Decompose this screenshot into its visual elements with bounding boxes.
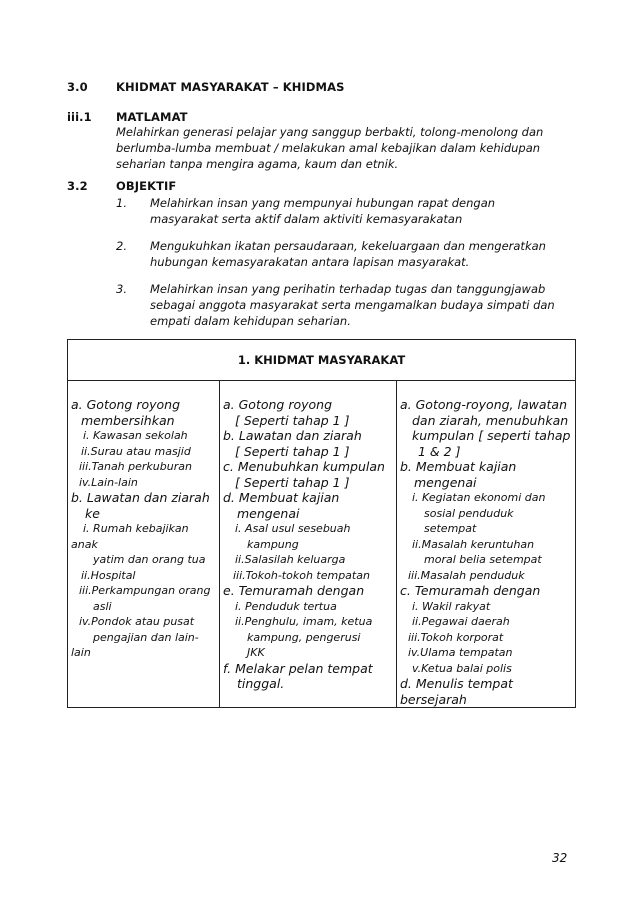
matlamat-line: Melahirkan generasi pelajar yang sanggup berbakti, tolong-menolong dan — [116, 125, 544, 139]
table-line: iv.Pondok atau pusat — [79, 615, 195, 628]
table-line: b. Lawatan dan ziarah — [223, 428, 362, 443]
table-line: kampung — [247, 537, 299, 551]
table-line: v.Ketua balai polis — [412, 661, 512, 675]
table-line: tinggal. — [237, 676, 285, 691]
table-line: c. Menubuhkan kumpulan — [223, 459, 385, 474]
table-line: i. Rumah kebajikan — [83, 522, 189, 535]
table-line: dan ziarah, menubuhkan — [412, 412, 569, 428]
table-line: i. Asal usul sesebuah — [235, 522, 351, 535]
table-line: [ Seperti tahap 1 ] — [235, 443, 350, 459]
table-line: ii.Hospital — [81, 568, 136, 582]
objektif-line: empati dalam kehidupan seharian. — [150, 314, 351, 328]
table-line: d. Menulis tempat bersejarah — [400, 676, 513, 707]
objektif-line: Mengukuhkan ikatan persaudaraan, kekeluargaan dan mengeratkan — [150, 239, 546, 253]
table-line: ii.Surau atau masjid — [81, 444, 191, 458]
table-line: sosial penduduk — [424, 506, 514, 520]
table-line: i. Penduduk tertua — [235, 599, 337, 613]
objektif-line: Melahirkan insan yang mempunyai hubungan rapat dengan — [150, 196, 496, 210]
matlamat-number: iii.1 — [67, 110, 92, 124]
table-line: iii.Tanah perkuburan — [79, 460, 192, 473]
objektif-line: Melahirkan insan yang perihatin terhadap tugas dan tanggungjawab — [150, 282, 546, 296]
section-number: 3.0 — [67, 80, 88, 94]
matlamat-line: berlumba-lumba membuat / melakukan amal kebajikan dalam kehidupan — [116, 141, 541, 155]
objektif-item-1 — [150, 195, 580, 227]
table-line: kumpulan [ seperti tahap — [412, 428, 571, 443]
table-line: f. Melakar pelan tempat — [223, 660, 373, 676]
table-line: b. Lawatan dan ziarah — [71, 490, 210, 505]
table-line: i. Kawasan sekolah — [83, 429, 188, 442]
column-tahap-1 — [68, 381, 220, 708]
table-line: JKK — [247, 646, 265, 659]
table-line: iii.Perkampungan orang — [79, 584, 211, 597]
table-line: ii.Pegawai daerah — [412, 615, 510, 628]
table-line: iii.Tokoh-tokoh tempatan — [233, 568, 370, 582]
matlamat-line: seharian tanpa mengira agama, kaum dan etnik. — [116, 157, 399, 171]
objektif-line: masyarakat serta aktif dalam aktiviti kemasyarakatan — [150, 212, 463, 226]
table-line: ke — [85, 505, 100, 521]
table-line: ii.Masalah keruntuhan — [412, 537, 535, 551]
matlamat-label: MATLAMAT — [116, 110, 188, 124]
table-line: b. Membuat kajian — [400, 459, 517, 474]
column-tahap-3 — [397, 381, 576, 708]
table-line: [ Seperti tahap 1 ] — [235, 412, 350, 428]
objektif-line: sebagai anggota masyarakat serta mengamalkan budaya simpati dan — [150, 298, 555, 312]
objektif-number: 3.2 — [67, 179, 88, 193]
table-line: moral belia setempat — [424, 553, 542, 566]
table-line: [ Seperti tahap 1 ] — [235, 474, 350, 490]
table-line: ii.Penghulu, imam, ketua — [235, 615, 373, 628]
objektif-item-num: 3. — [116, 282, 127, 296]
objektif-item-num: 2. — [116, 239, 127, 253]
objektif-item-num: 1. — [116, 196, 127, 210]
table-line: anak — [71, 537, 98, 551]
table-line: a. Gotong royong — [223, 397, 333, 412]
table-line: lain — [71, 646, 91, 659]
objektif-item-2 — [150, 238, 580, 270]
table-line: setempat — [424, 522, 477, 535]
table-line: i. Kegiatan ekonomi dan — [412, 491, 546, 504]
table-line: asli — [93, 599, 112, 613]
table-line: a. Gotong-royong, lawatan — [400, 397, 567, 412]
table-line: c. Temuramah dengan — [400, 583, 541, 598]
table-line: iv.Ulama tempatan — [408, 646, 513, 659]
table-line: iii.Tokoh korporat — [408, 630, 504, 644]
table-line: membersihkan — [81, 412, 175, 428]
table-title: 1. KHIDMAT MASYARAKAT — [68, 340, 576, 381]
table-line: iii.Masalah penduduk — [408, 568, 525, 582]
table-line: a. Gotong royong — [71, 397, 181, 412]
table-line: d. Membuat kajian — [223, 490, 340, 505]
page-number: 32 — [552, 851, 568, 865]
section-title: KHIDMAT MASYARAKAT – KHIDMAS — [116, 80, 345, 94]
table-line: mengenai — [414, 474, 477, 490]
objektif-label: OBJEKTIF — [116, 179, 177, 193]
matlamat-text — [116, 124, 586, 172]
table-line: 1 & 2 ] — [418, 443, 461, 459]
objektif-item-3 — [150, 281, 580, 329]
khidmat-masyarakat-table — [67, 339, 576, 708]
table-line: pengajian dan lain- — [93, 630, 199, 644]
table-line: kampung, pengerusi — [247, 630, 361, 644]
table-line: iv.Lain-lain — [79, 475, 138, 489]
table-line: ii.Salasilah keluarga — [235, 553, 346, 566]
table-line: e. Temuramah dengan — [223, 583, 365, 598]
table-line: mengenai — [237, 505, 300, 521]
table-line: i. Wakil rakyat — [412, 599, 491, 613]
column-tahap-2 — [220, 381, 397, 708]
objektif-line: hubungan kemasyarakatan antara lapisan masyarakat. — [150, 255, 470, 269]
table-line: yatim dan orang tua — [93, 553, 206, 566]
